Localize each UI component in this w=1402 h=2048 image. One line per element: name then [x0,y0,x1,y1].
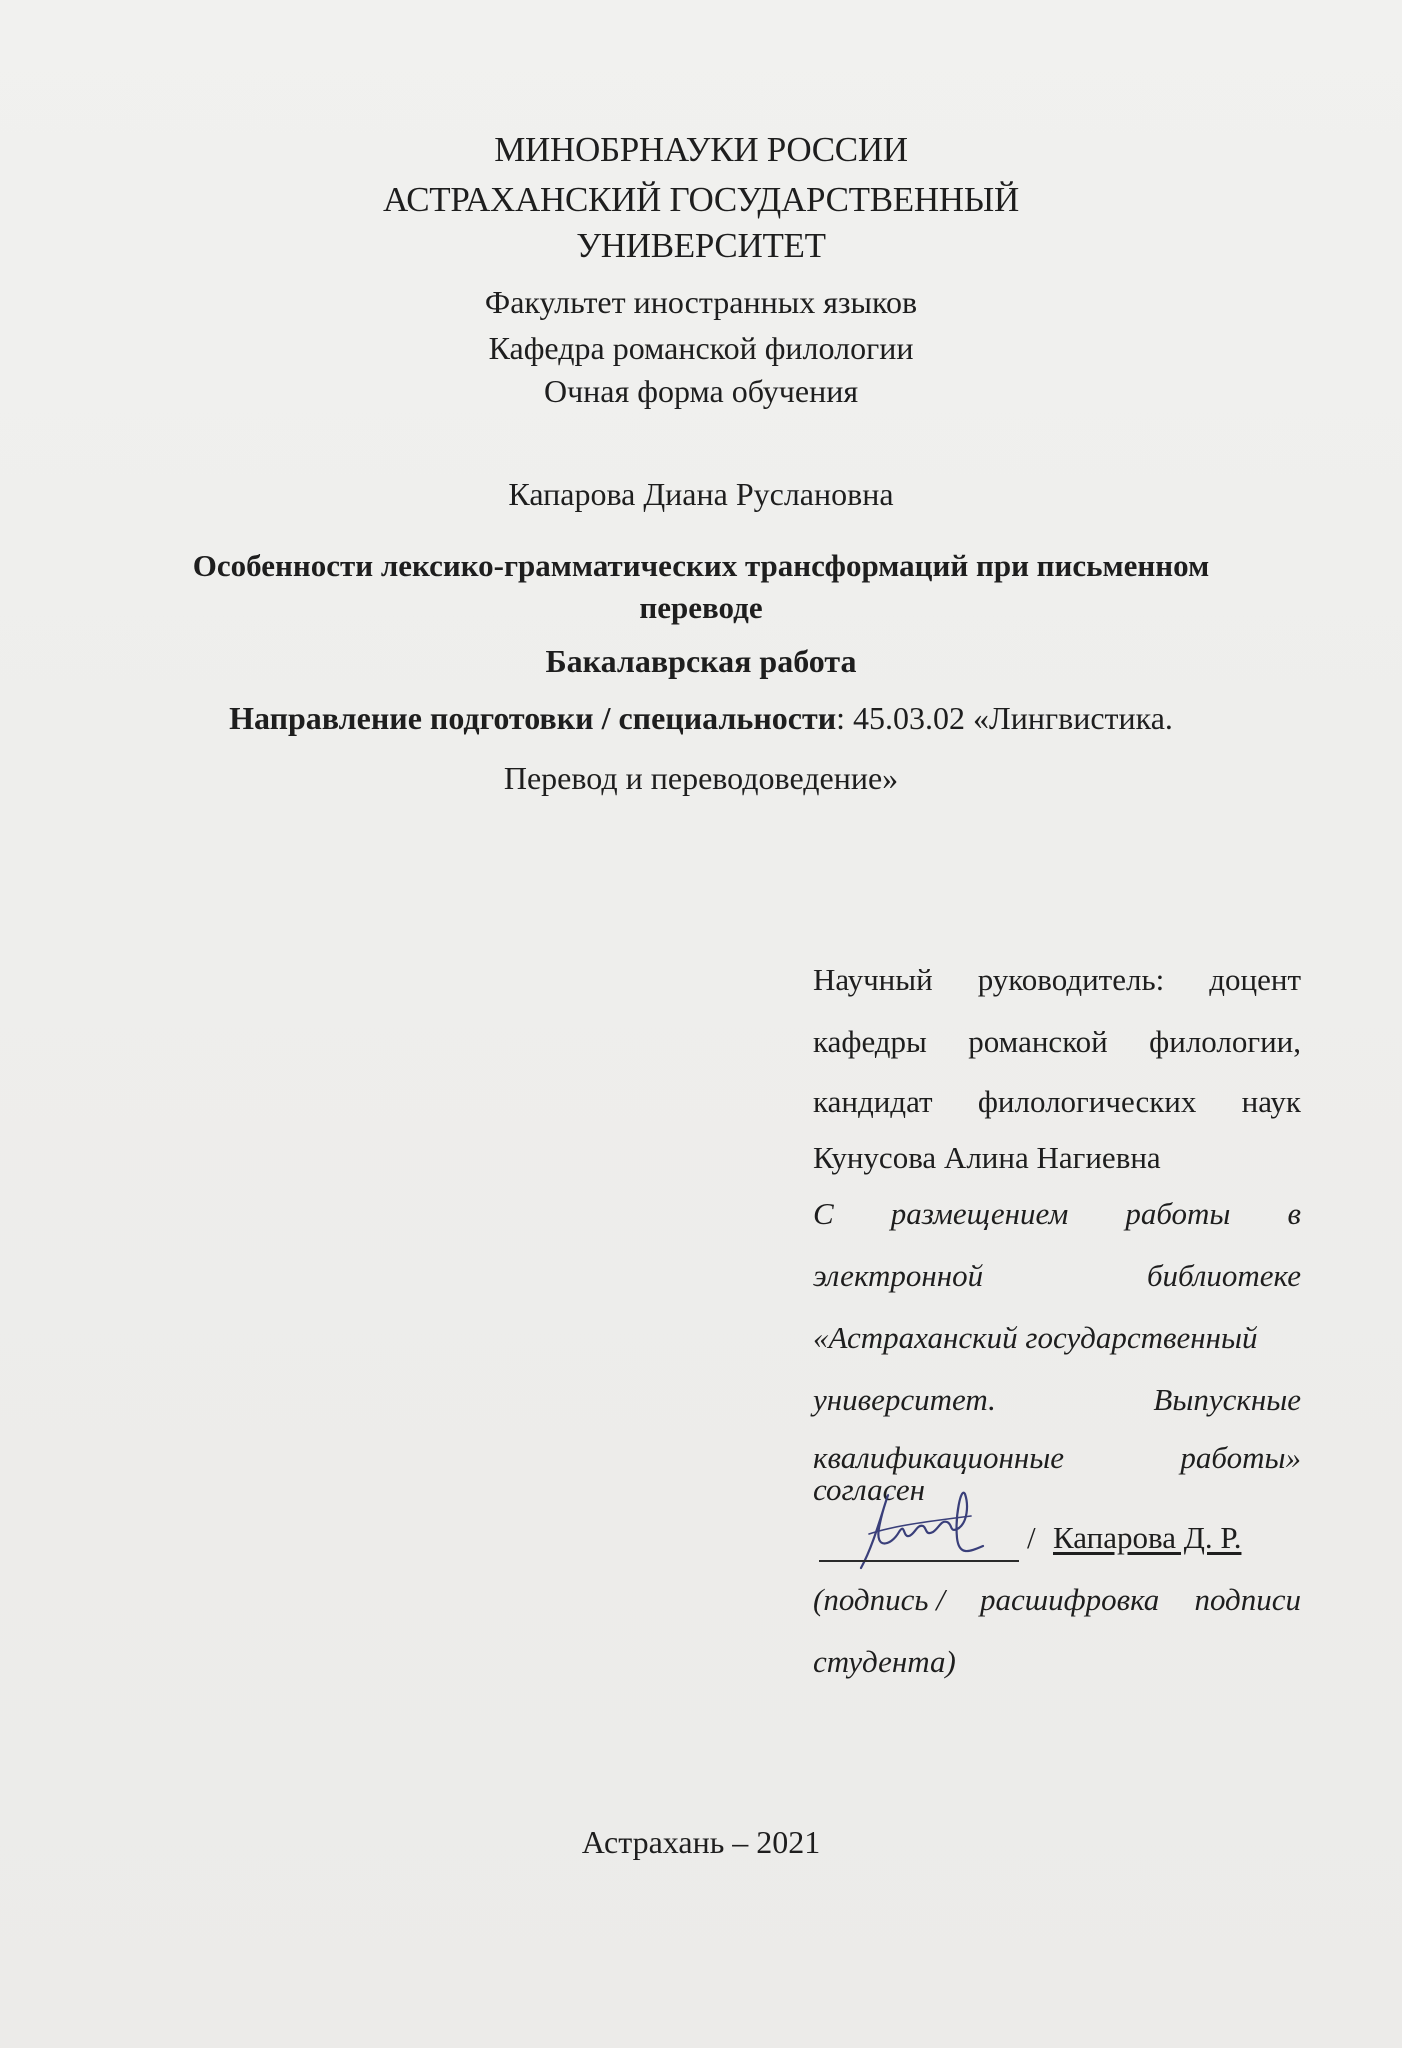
signature-line [819,1560,1019,1562]
supervisor-name: Кунусова Алина Нагиевна [813,1140,1161,1175]
city-year: Астрахань – 2021 [581,1824,821,1860]
university-line-1: АСТРАХАНСКИЙ ГОСУДАРСТВЕННЫЙ [383,180,1019,219]
university-line-2: УНИВЕРСИТЕТ [576,226,826,265]
thesis-title-line-2: переводе [639,590,763,625]
work-type: Бакалаврская работа [545,643,857,679]
direction-value: : 45.03.02 «Лингвистика. [836,700,1173,736]
direction-line-2: Перевод и переводоведение» [503,760,899,796]
signature-caption-line-1: (подпись / расшифровка подписи [813,1582,1301,1617]
signature-slash: / [1027,1520,1036,1555]
consent-line-4: университет. Выпускные [813,1382,1301,1417]
thesis-title-line-1: Особенности лексико-грамматических трансформаций при письменном [192,548,1210,583]
study-form-line: Очная форма обучения [543,373,859,409]
direction-label: Направление подготовки / специальности [229,700,837,736]
signature-name: Капарова Д. Р. [1053,1520,1242,1555]
supervisor-line-3: кандидат филологических наук [813,1084,1301,1119]
ministry-line: МИНОБРНАУКИ РОССИИ [494,130,908,169]
consent-line-6: согласен [813,1472,926,1507]
supervisor-line-2: кафедры романской филологии, [813,1024,1301,1059]
signature-caption-line-2: студента) [813,1644,956,1679]
supervisor-line-1: Научный руководитель: доцент [813,962,1301,997]
faculty-line: Факультет иностранных языков [484,284,918,320]
consent-line-5: квалификационные работы» [813,1440,1301,1475]
direction-line-1 [0,700,1402,737]
consent-line-2: электронной библиотеке [813,1258,1301,1293]
department-line: Кафедра романской филологии [488,330,914,366]
consent-line-3: «Астраханский государственный [813,1320,1258,1355]
signature-row [813,1520,1301,1564]
author-name: Капарова Диана Руслановна [508,476,894,512]
consent-line-1: С размещением работы в [813,1196,1301,1231]
